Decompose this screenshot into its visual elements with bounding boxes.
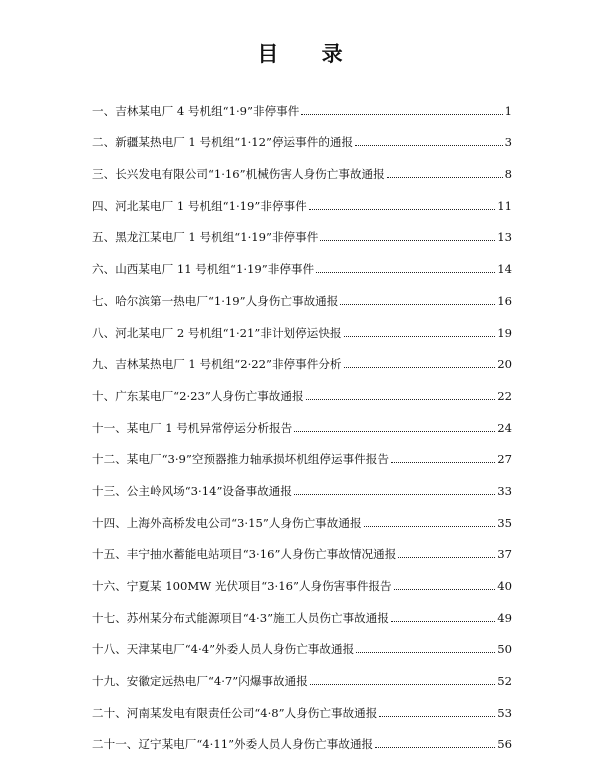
toc-entry[interactable]	[92, 498, 512, 530]
toc-entry[interactable]	[92, 403, 512, 435]
dot-leader	[294, 494, 495, 495]
toc-page-number: 19	[497, 325, 512, 340]
toc-title: 目 录	[257, 42, 361, 66]
toc-page-number: 56	[497, 737, 512, 752]
dot-leader	[340, 304, 495, 305]
dot-leader	[375, 747, 495, 748]
dot-leader	[364, 526, 496, 527]
toc-page-number: 24	[497, 420, 512, 435]
toc-entry-text: 一、吉林某电厂 4 号机组“1·9”非停事件	[92, 103, 300, 118]
dot-leader	[344, 336, 496, 337]
toc-page-number: 11	[497, 198, 512, 213]
toc-entry[interactable]	[92, 720, 512, 752]
toc-entry-text: 二、新疆某热电厂 1 号机组“1·12”停运事件的通报	[92, 135, 354, 150]
toc-entry[interactable]	[92, 466, 512, 498]
toc-page-number: 50	[497, 642, 512, 657]
toc-entry[interactable]	[92, 340, 512, 372]
toc-entry-text: 二十、河南某发电有限责任公司“4·8”人身伤亡事故通报	[92, 705, 378, 720]
toc-entry[interactable]	[92, 276, 512, 308]
dot-leader	[320, 240, 495, 241]
dot-leader	[379, 716, 495, 717]
dot-leader	[356, 652, 495, 653]
toc-page-number: 40	[497, 579, 512, 593]
toc-entry[interactable]	[92, 213, 512, 245]
dot-leader	[398, 557, 495, 558]
toc-entry[interactable]	[92, 530, 512, 562]
dot-leader	[310, 684, 495, 685]
dot-leader	[391, 621, 495, 622]
toc-entry[interactable]	[92, 181, 512, 213]
toc-page-number: 22	[497, 388, 512, 403]
toc-entry[interactable]	[92, 593, 512, 625]
toc-page-number: 3	[504, 135, 512, 150]
dot-leader	[309, 209, 496, 210]
toc-entry-text: 十九、安徽定远热电厂“4·7”闪爆事故通报	[92, 674, 308, 689]
dot-leader	[306, 399, 496, 400]
toc-entry-text: 五、黑龙江某电厂 1 号机组“1·19”非停事件	[92, 230, 319, 245]
toc-page-number: 13	[497, 230, 512, 245]
toc-page-number: 8	[504, 167, 512, 182]
toc-entry[interactable]	[92, 371, 512, 403]
toc-entry[interactable]	[92, 86, 512, 118]
toc-entry[interactable]	[92, 435, 512, 467]
toc-page-number: 27	[497, 452, 512, 467]
toc-entry-text: 九、吉林某热电厂 1 号机组“2·22”非停事件分析	[92, 357, 342, 372]
toc-page-number: 53	[497, 705, 512, 720]
toc-entry-text: 十一、某电厂 1 号机异常停运分析报告	[92, 420, 293, 435]
toc-entry-text: 四、河北某电厂 1 号机组“1·19”非停事件	[92, 198, 307, 213]
toc-page-number: 49	[497, 610, 512, 625]
toc-entry[interactable]	[92, 118, 512, 150]
toc-entry[interactable]	[92, 688, 512, 720]
dot-leader	[301, 114, 502, 115]
toc-entry-text: 十八、天津某电厂“4·4”外委人员人身伤亡事故通报	[92, 642, 355, 657]
toc-list	[92, 86, 512, 751]
toc-entry-text: 十三、公主岭风场“3·14”设备事故通报	[92, 483, 292, 498]
toc-entry-text: 七、哈尔滨第一热电厂“1·19”人身伤亡事故通报	[92, 293, 339, 308]
toc-entry-text: 六、山西某电厂 11 号机组“1·19”非停事件	[92, 262, 315, 277]
dot-leader	[391, 462, 495, 463]
toc-entry[interactable]	[92, 656, 512, 688]
dot-leader	[394, 589, 496, 590]
toc-page-number: 52	[497, 674, 512, 689]
toc-page-number: 37	[497, 547, 512, 562]
dot-leader	[344, 367, 496, 368]
dot-leader	[316, 272, 495, 273]
toc-entry-text: 十四、上海外高桥发电公司“3·15”人身伤亡事故通报	[92, 515, 362, 530]
toc-entry[interactable]	[92, 244, 512, 276]
toc-entry-text: 三、长兴发电有限公司“1·16”机械伤害人身伤亡事故通报	[92, 167, 385, 182]
toc-entry[interactable]	[92, 308, 512, 340]
dot-leader	[294, 431, 495, 432]
dot-leader	[355, 145, 503, 146]
toc-page-number: 16	[497, 293, 512, 308]
toc-entry-text: 十、广东某电厂“2·23”人身伤亡事故通报	[92, 388, 304, 403]
toc-entry[interactable]	[92, 561, 512, 593]
toc-entry-text: 十五、丰宁抽水蓄能电站项目“3·16”人身伤亡事故情况通报	[92, 547, 397, 562]
toc-entry-text: 二十一、辽宁某电厂“4·11”外委人员人身伤亡事故通报	[92, 737, 374, 752]
dot-leader	[387, 177, 503, 178]
toc-entry-text: 十七、苏州某分布式能源项目“4·3”施工人员伤亡事故通报	[92, 610, 389, 625]
toc-page-number: 1	[504, 103, 512, 118]
toc-page-number: 33	[497, 483, 512, 498]
toc-entry[interactable]	[92, 149, 512, 181]
toc-page-number: 14	[497, 262, 512, 277]
toc-entry-text: 十二、某电厂“3·9”空预器推力轴承损坏机组停运事件报告	[92, 452, 389, 467]
toc-entry-text: 八、河北某电厂 2 号机组“1·21”非计划停运快报	[92, 325, 342, 340]
toc-entry[interactable]	[92, 625, 512, 657]
toc-entry-text: 十六、宁夏某 100MW 光伏项目“3·16”人身伤害事件报告	[92, 579, 392, 593]
toc-page-number: 20	[497, 357, 512, 372]
toc-page-number: 35	[497, 515, 512, 530]
